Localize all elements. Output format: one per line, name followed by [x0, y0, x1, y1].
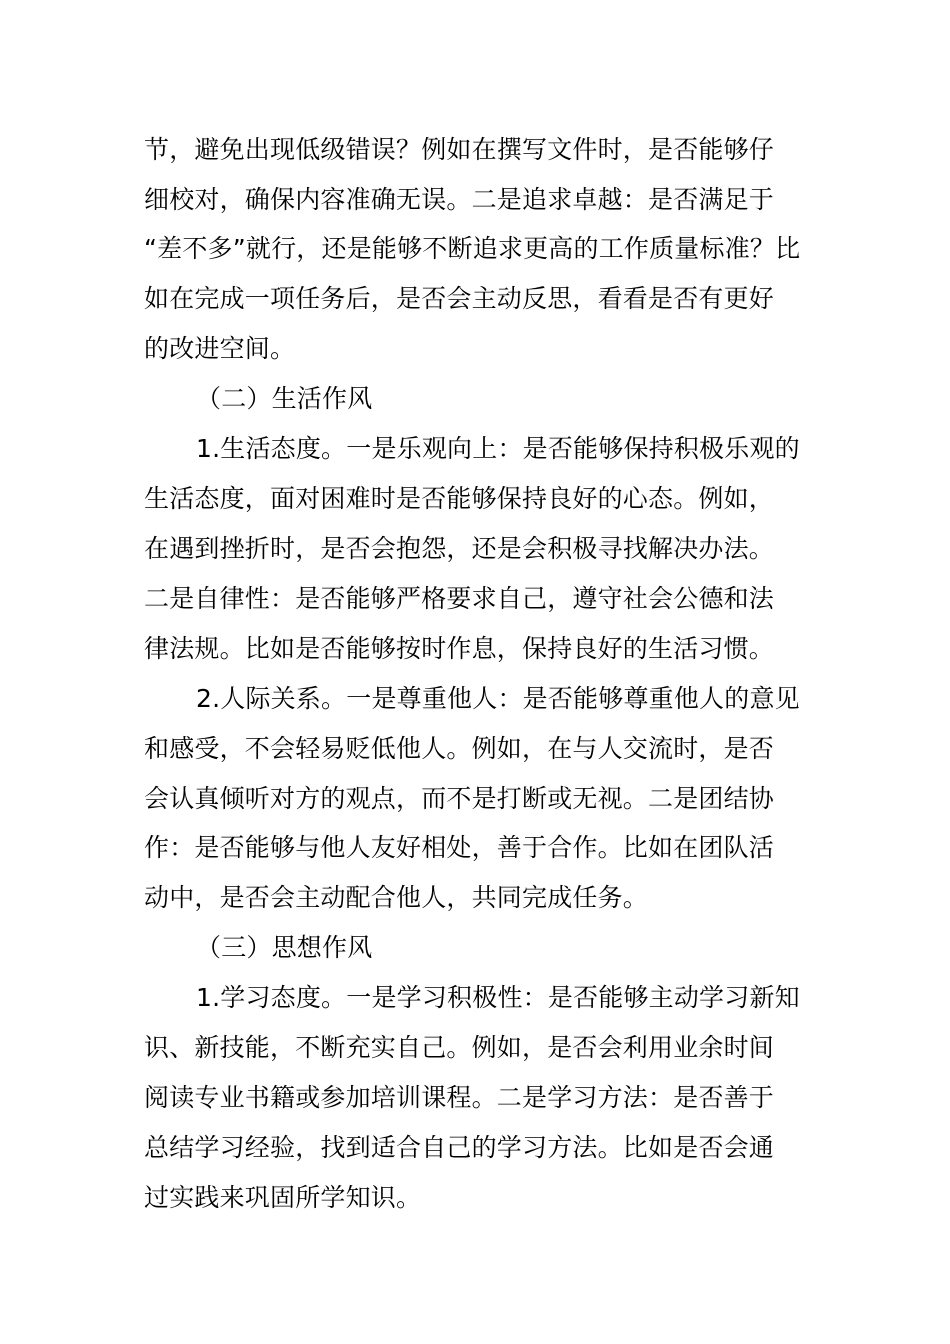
section-heading: （二）生活作风 [196, 384, 373, 413]
text-line: 2.人际关系。一是尊重他人：是否能够尊重他人的意见 [196, 684, 800, 713]
text-line: 生活态度，面对困难时是否能够保持良好的心态。例如， [144, 484, 775, 513]
text-line: 1.学习态度。一是学习积极性：是否能够主动学习新知 [196, 983, 800, 1012]
text-line: 识、新技能，不断充实自己。例如，是否会利用业余时间 [144, 1033, 775, 1062]
text-line: 作：是否能够与他人友好相处，善于合作。比如在团队活 [144, 833, 775, 862]
text-line: 动中，是否会主动配合他人，共同完成任务。 [144, 883, 649, 912]
text-line: 的改进空间。 [144, 334, 296, 363]
text-line: 总结学习经验，找到适合自己的学习方法。比如是否会通 [144, 1133, 775, 1162]
text-line: 过实践来巩固所学知识。 [144, 1183, 422, 1212]
text-line: 和感受，不会轻易贬低他人。例如，在与人交流时，是否 [144, 734, 775, 763]
text-line: 1.生活态度。一是乐观向上：是否能够保持积极乐观的 [196, 434, 800, 463]
text-line: 细校对，确保内容准确无误。二是追求卓越：是否满足于 [144, 185, 775, 214]
text-line: 在遇到挫折时，是否会抱怨，还是会积极寻找解决办法。 [144, 534, 775, 563]
text-line: 阅读专业书籍或参加培训课程。二是学习方法：是否善于 [144, 1083, 775, 1112]
text-line: 节，避免出现低级错误？例如在撰写文件时，是否能够仔 [144, 135, 775, 164]
text-line: 会认真倾听对方的观点，而不是打断或无视。二是团结协 [144, 784, 775, 813]
text-line: 如在完成一项任务后，是否会主动反思，看看是否有更好 [144, 284, 775, 313]
section-heading: （三）思想作风 [196, 933, 373, 962]
text-line: 二是自律性：是否能够严格要求自己，遵守社会公德和法 [144, 584, 775, 613]
text-line: “差不多”就行，还是能够不断追求更高的工作质量标准？比 [144, 234, 801, 263]
text-line: 律法规。比如是否能够按时作息，保持良好的生活习惯。 [144, 634, 775, 663]
